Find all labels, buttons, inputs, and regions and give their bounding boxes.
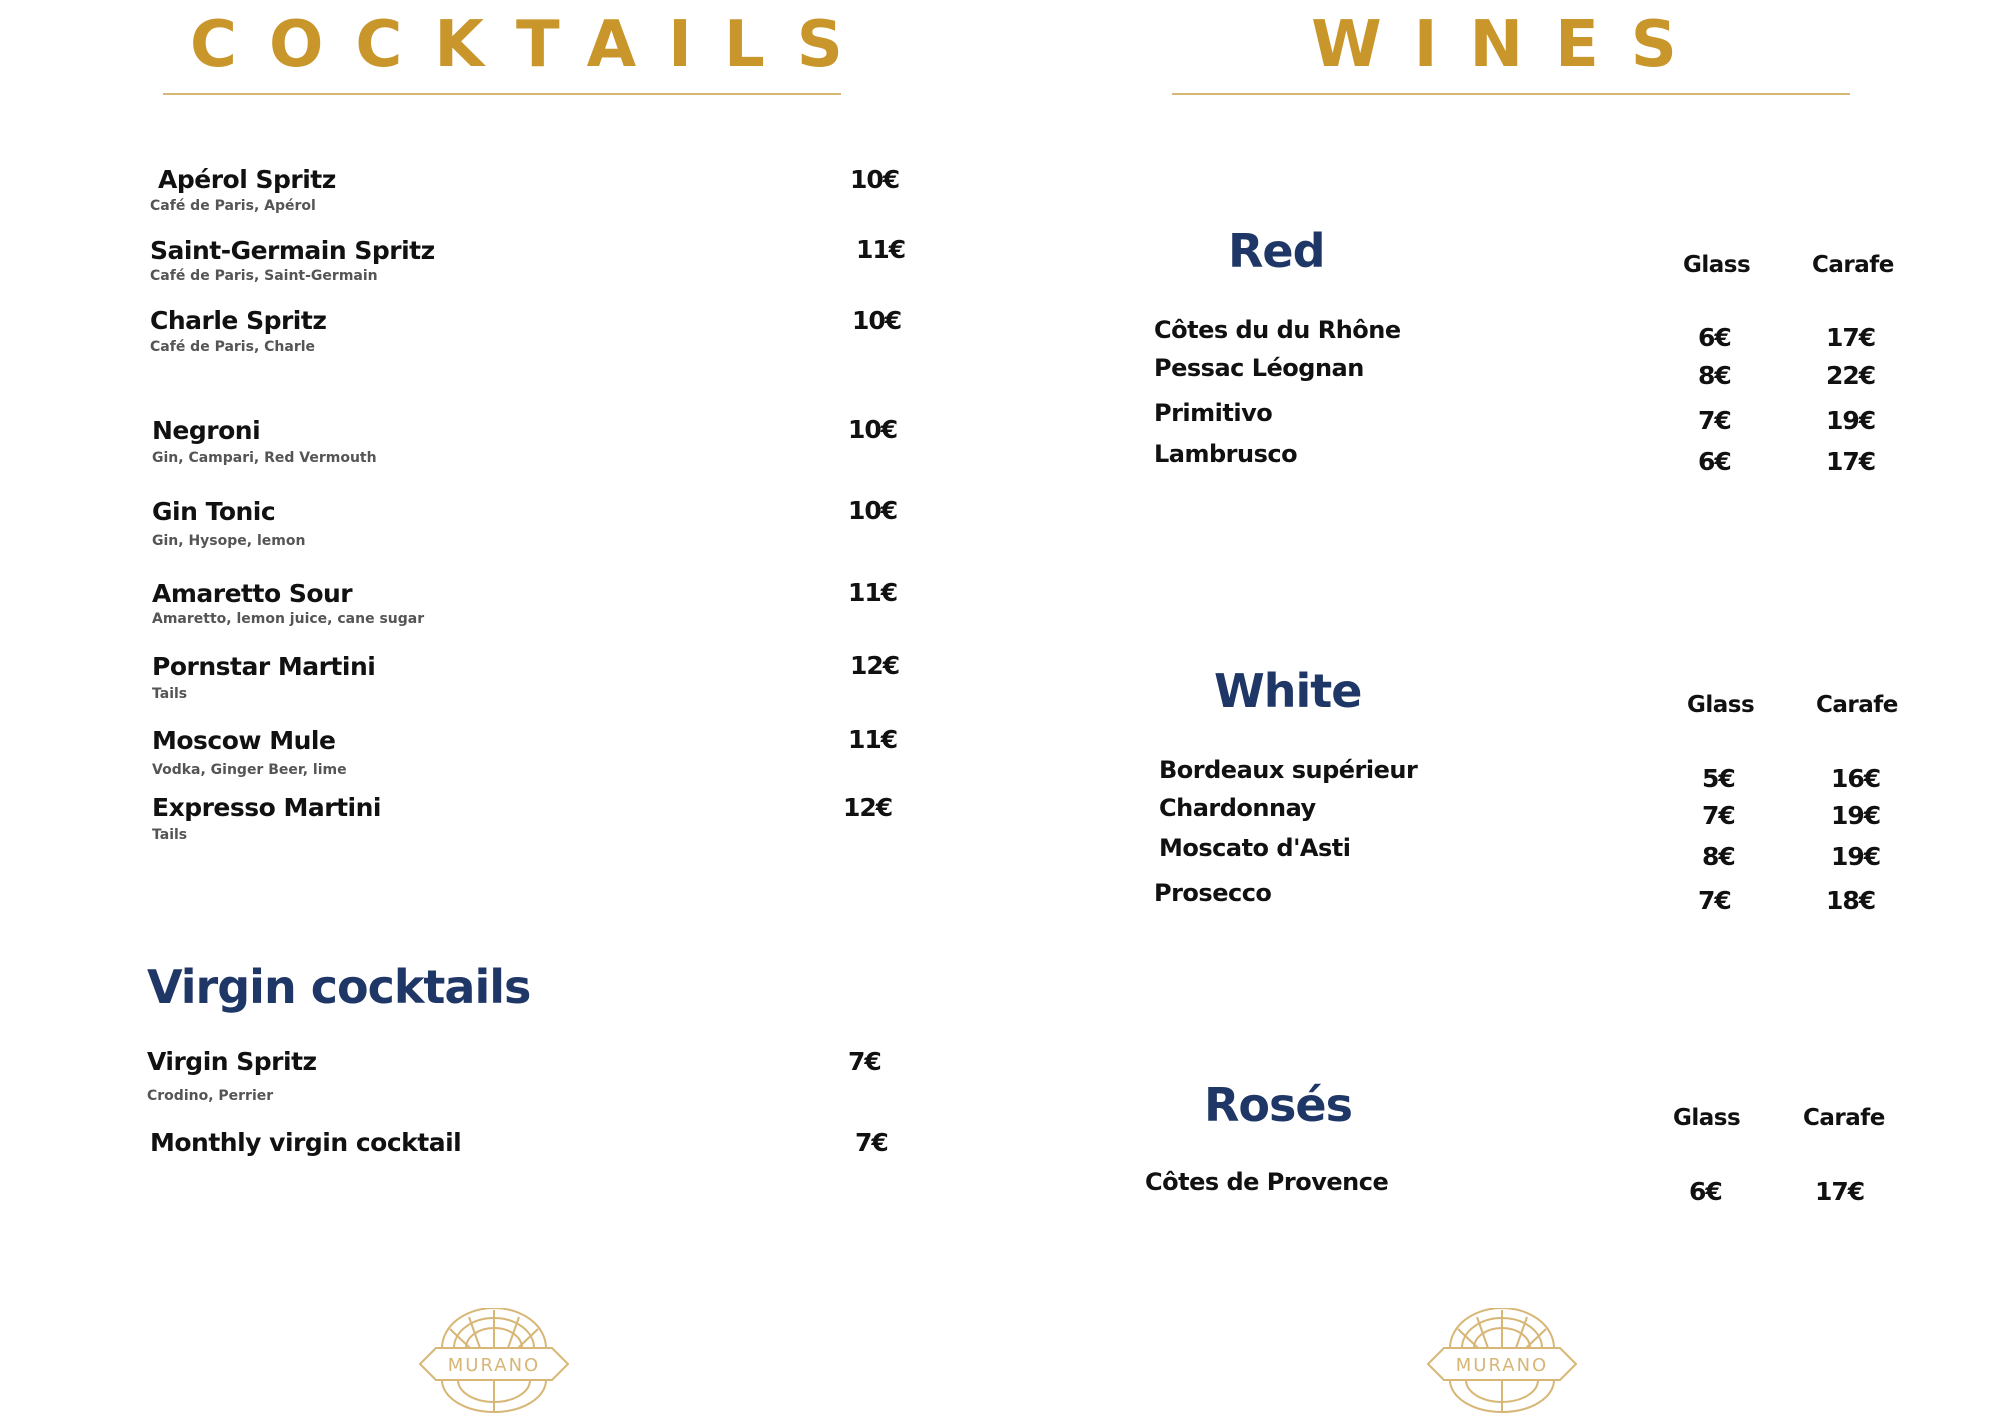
murano-logo-right <box>1422 1308 1582 1418</box>
cocktail-name: Apérol Spritz <box>158 165 336 194</box>
wine-glass-price: 6€ <box>1698 323 1731 352</box>
virgin-cocktails-title: Virgin cocktails <box>147 960 531 1014</box>
wine-carafe-price: 19€ <box>1831 842 1881 871</box>
glass-column-header: Glass <box>1687 692 1755 718</box>
wine-name: Côtes de Provence <box>1145 1168 1389 1196</box>
cocktail-price: 10€ <box>852 306 902 335</box>
cocktail-name: Expresso Martini <box>152 793 381 822</box>
cocktail-description: Tails <box>152 686 188 702</box>
wine-glass-price: 8€ <box>1698 361 1731 390</box>
cocktail-price: 11€ <box>848 725 898 754</box>
wine-carafe-price: 17€ <box>1826 323 1876 352</box>
carafe-column-header: Carafe <box>1816 692 1898 718</box>
cocktail-name: Gin Tonic <box>152 497 276 526</box>
wine-carafe-price: 19€ <box>1831 801 1881 830</box>
virgin-cocktail-name: Monthly virgin cocktail <box>150 1128 462 1157</box>
wine-glass-price: 6€ <box>1698 447 1731 476</box>
glass-column-header: Glass <box>1683 252 1751 278</box>
wines-divider <box>1172 93 1850 95</box>
murano-logo-left <box>414 1308 574 1418</box>
wine-carafe-price: 19€ <box>1826 406 1876 435</box>
cocktail-price: 11€ <box>848 578 898 607</box>
wine-name: Prosecco <box>1154 879 1272 907</box>
wine-carafe-price: 17€ <box>1815 1177 1865 1206</box>
cocktail-description: Café de Paris, Apérol <box>150 198 316 214</box>
cocktail-price: 12€ <box>843 793 893 822</box>
wine-carafe-price: 16€ <box>1831 764 1881 793</box>
wine-glass-price: 7€ <box>1698 406 1731 435</box>
wine-carafe-price: 22€ <box>1826 361 1876 390</box>
cocktail-description: Vodka, Ginger Beer, lime <box>152 762 347 778</box>
cocktail-price: 11€ <box>856 235 906 264</box>
cocktail-price: 10€ <box>850 165 900 194</box>
cocktail-name: Amaretto Sour <box>152 579 353 608</box>
white-wines-title: White <box>1214 664 1362 718</box>
cocktails-divider <box>163 93 841 95</box>
wine-glass-price: 5€ <box>1702 764 1735 793</box>
red-wines-title: Red <box>1228 224 1325 278</box>
rose-wines-title: Rosés <box>1204 1078 1352 1132</box>
wine-name: Côtes du du Rhône <box>1154 316 1401 344</box>
wine-glass-price: 6€ <box>1689 1177 1722 1206</box>
cocktail-price: 12€ <box>850 651 900 680</box>
wine-glass-price: 7€ <box>1698 886 1731 915</box>
cocktail-name: Moscow Mule <box>152 726 336 755</box>
cocktail-description: Café de Paris, Charle <box>150 339 316 355</box>
cocktail-name: Saint-Germain Spritz <box>150 236 435 265</box>
logo-text: MURANO <box>1455 1355 1549 1376</box>
carafe-column-header: Carafe <box>1803 1105 1885 1131</box>
cocktail-name: Negroni <box>152 416 261 445</box>
cocktail-description: Gin, Campari, Red Vermouth <box>152 450 377 466</box>
wine-name: Pessac Léognan <box>1154 354 1364 382</box>
cocktail-description: Tails <box>152 827 188 843</box>
virgin-cocktail-description: Crodino, Perrier <box>147 1088 274 1104</box>
wine-name: Lambrusco <box>1154 440 1298 468</box>
cocktail-description: Gin, Hysope, lemon <box>152 533 306 549</box>
wines-title: WINES <box>1311 8 1709 82</box>
wine-name: Chardonnay <box>1159 794 1316 822</box>
virgin-cocktail-price: 7€ <box>848 1047 881 1076</box>
wine-name: Primitivo <box>1154 399 1273 427</box>
wine-carafe-price: 17€ <box>1826 447 1876 476</box>
cocktail-description: Amaretto, lemon juice, cane sugar <box>152 611 425 627</box>
virgin-cocktail-name: Virgin Spritz <box>147 1047 317 1076</box>
cocktail-price: 10€ <box>848 496 898 525</box>
wine-glass-price: 8€ <box>1702 842 1735 871</box>
cocktail-name: Charle Spritz <box>150 306 327 335</box>
virgin-cocktail-price: 7€ <box>855 1128 888 1157</box>
wine-carafe-price: 18€ <box>1826 886 1876 915</box>
logo-text: MURANO <box>447 1355 541 1376</box>
cocktail-price: 10€ <box>848 415 898 444</box>
cocktail-name: Pornstar Martini <box>152 652 376 681</box>
wine-glass-price: 7€ <box>1702 801 1735 830</box>
glass-column-header: Glass <box>1673 1105 1741 1131</box>
cocktail-description: Café de Paris, Saint-Germain <box>150 268 378 284</box>
cocktails-title: COCKTAILS <box>190 8 875 82</box>
wine-name: Bordeaux supérieur <box>1159 756 1418 784</box>
wine-name: Moscato d'Asti <box>1159 834 1351 862</box>
carafe-column-header: Carafe <box>1812 252 1894 278</box>
